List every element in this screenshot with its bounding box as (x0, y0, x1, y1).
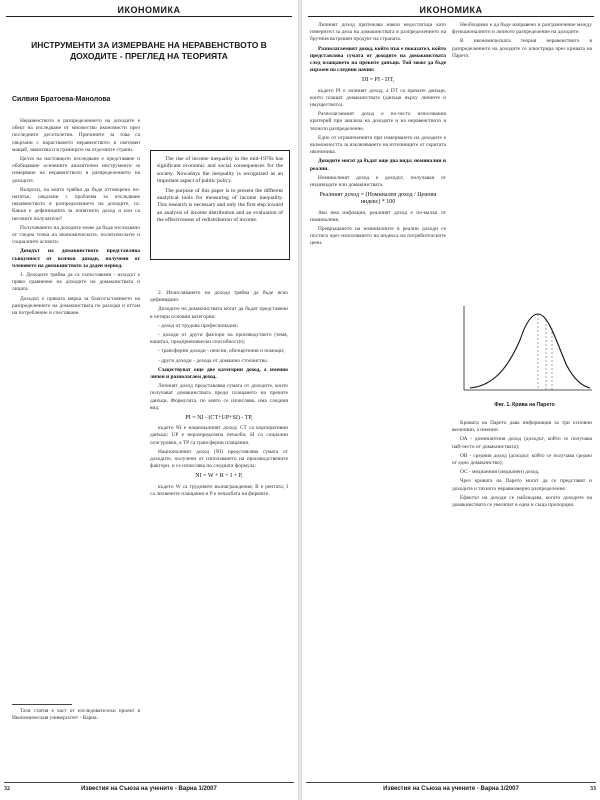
list-item: - трансферни доходи - пенсии, обезщетения и помощи; (158, 348, 285, 355)
left-section-header: ИКОНОМИКА (6, 4, 292, 17)
paragraph: 2. Изчисляването на дохода трябва да бъде ясно дефинирано. (150, 290, 288, 304)
pareto-curve (470, 314, 590, 388)
figure-caption: Фиг. 1. Крива на Парето (494, 402, 555, 408)
formula: NI = W + R + I + P, (195, 473, 243, 480)
article-title: ИНСТРУМЕНТИ ЗА ИЗМЕРВАНЕ НА НЕРАВЕНСТВОТО В ДОХОДИТЕ - ПРЕГЛЕД НА ТЕОРИЯТА (31, 40, 267, 61)
paragraph: Номиналният доход е доходът, получаван от индивидите или домакинствата. (310, 174, 446, 189)
abstract-box (150, 150, 290, 260)
page-number: 33 (590, 786, 596, 792)
list-item: - други доходи - дохода от домашно стопанство. (158, 357, 269, 364)
formula: Реалният доход = (Номинален доход / Ценови индекс) * 100 (319, 192, 437, 206)
paragraph: Личният доход представлява сумата от доходите, които получават домакинствата преди плащането на преките данъци. Формулата, по която се изчислява, има следния вид: (150, 383, 288, 411)
paragraph: Ако има инфлация, реалният доход е по-малък от номиналния. (310, 209, 446, 223)
left-footer (4, 782, 294, 795)
left-column-1 (12, 118, 140, 319)
paragraph: В икономическата теория неравенството в разпределението на доходите се илюстрира чрез кривата на Парето. (452, 38, 592, 59)
abstract-paragraph: The rise of income inequality in the mid-1970s has significant economic and social consequences for the society. Nowadays the inequality is recognized as an important aspect of public policy. (157, 156, 283, 185)
paragraph: Неравенството в разпределението на доходите е обект на изследване от множество икономисти през последните десетилетия. Причините за това са свързани с нарастването неравенството в световен мащаб, зависима и в границите на отделните страни. (12, 118, 140, 153)
pareto-curve-svg (452, 300, 597, 400)
paragraph: Едно от ограниченията при измерването на доходите е възможността за изключването на източниците от скритата икономика. (310, 134, 447, 156)
journal-name: Известия на Съюза на учените - Варна 1/2007 (81, 786, 217, 792)
paragraph: Доходите на домакинствата могат да бъдат представени в четири основни категории: (150, 306, 288, 320)
right-column-2-bottom (452, 420, 592, 511)
paragraph: където W са трудовите възнаграждения; R е рентата; I са лихвените плащания и P е печалбата на фирмите. (150, 483, 288, 497)
right-footer (306, 782, 596, 795)
paragraph: Целта на настоящото изследване е представяне и обобщаване основните аналитични инструменти за измерване на неравенството в разпределението на доходите. (12, 156, 140, 184)
footnote (12, 708, 140, 724)
paragraph: Чрез кривата на Парето могат да се представят и доходите и тяхното неравномерно разпределение. (452, 478, 592, 492)
paragraph: Доходите могат да бъдат още два вида: номинални и реални. (310, 158, 446, 172)
pareto-figure (452, 300, 597, 410)
footnote-text: Тази статия е част от изследователски проект в Икономическия университет - Варна. (12, 708, 140, 722)
abstract-paragraph: The purpose of this paper is to present the different analytical tools for measuring of income inequality. This research is necessary and only the first step toward an analysis of income distribution and an evaluation of the effectiveness of redistribution of income. (157, 187, 283, 224)
right-section-header: ИКОНОМИКА (308, 4, 594, 17)
footnote-rule (12, 704, 72, 705)
paragraph: Доходът на домакинството представлява съвкупност от всички доходи, получени от членовете на домакинството за даден период. (12, 248, 140, 269)
paragraph: Получаването на доходите може да бъде изследвано от гледна точка на икономическите, политическите и социалните аспекти. (12, 224, 140, 246)
paragraph: Превръщането на номиналните в реални доходи се постига чрез използването на индекса на потребителските цени. (310, 226, 446, 247)
paragraph: 1. Доходите трябва да са съпоставими - изходът е пряко сравнение на доходите на домакинствата и лицата. (12, 272, 140, 293)
paragraph: Кривата на Парето дава информация за три основни величини, а именно: (452, 420, 592, 434)
paragraph: Личният доход притежава някои недостатъци като измерител за дела на домакинствата в разпределението на брутния вътрешен продукт на страната. (310, 22, 446, 43)
page-number: 32 (4, 786, 10, 792)
left-column-2 (150, 290, 288, 500)
paragraph: ОА - доминантния доход (доходът, който се получава най-често от домакинствата); (452, 436, 592, 450)
paragraph: ОВ - средния доход (доходът, който се получава средно от едно домакинство); (452, 452, 592, 467)
right-column-1 (310, 22, 446, 250)
right-page (302, 0, 600, 800)
list-item: - доходи от други фактори на производството (земя, капитал, предприемачески способности); (150, 332, 288, 346)
paragraph: Съществуват още две категории доход, а именно личен и разполагаем доход. (150, 366, 288, 381)
left-page (0, 0, 298, 800)
paragraph: където PI е личният доход, а DT са преките данъци, които плащат домакинствата (данъци върху личните и имуществото). (310, 87, 446, 109)
right-column-2-top (452, 22, 592, 62)
paragraph: където NI е националният доход; CT са корпоративни данъци; UP е неразпределена печалба; SI са социални осигуровки, а TP са трансферни плащания. (150, 425, 288, 446)
paragraph: Необходимо е да бъде направено и разграничение между функционалното и личното разпределение на доходите. (452, 22, 592, 36)
author-name: Силвия Братоева-Манолова (12, 96, 111, 103)
paragraph: Въпроси, на които трябва да бъде отговорено по-нататък, свързани с проблема за изследване неравенството в разпределението на доходите, са: Какъв е дефиницията за понятието доход и кои са неговите получатели? (12, 186, 140, 222)
list-item: - доход от трудова професионална; (158, 322, 239, 329)
paragraph: Разполагаемият доход, който пък е показател, който представлява сумата от доходите на домакинствата след плащането на преките данъци. Той може да бъде изразен по следния начин: (310, 45, 446, 74)
paragraph: Разполагаемият доход е по-често използвания критерий при анализа на доходите и на неравенството в тяхното разпределение. (310, 111, 446, 132)
paragraph: Ефектът на доходи се наблюдава, когато доходите на домакинствата се увеличат в една и съща пропорция. (452, 494, 592, 509)
paragraph: Доходът е пряката мярка за благосъстоянието на разпределението на домакинствата по разходи и оттам на потребление и спестяване. (12, 295, 140, 317)
journal-name: Известия на Съюза на учените - Варна 1/2007 (383, 786, 519, 792)
formula: PI = NI - (CT+UP+SI) - TP, (185, 415, 253, 422)
formula: DI = PI - DT, (361, 77, 395, 84)
paragraph: ОС - медианния (медианен) доход. (460, 469, 540, 476)
paragraph: Националният доход (NI) представлява сумата от доходите, получени от използването на производствените фактори, и се изчислява по следната формула: (150, 448, 288, 470)
